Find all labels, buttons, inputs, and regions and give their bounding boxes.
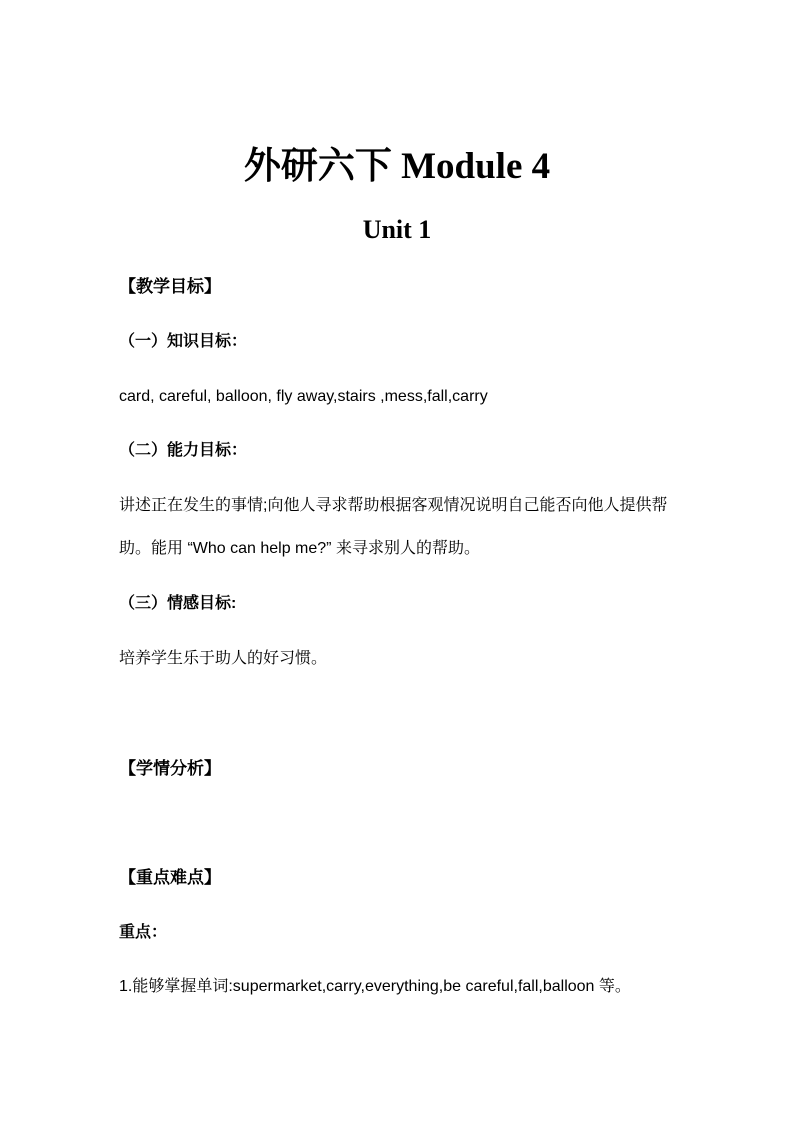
ability-goal-text-line-2: 助。能用 “Who can help me?” 来寻求别人的帮助。 <box>119 540 480 557</box>
knowledge-goal-heading: （一）知识目标： <box>119 333 248 350</box>
section-heading-teaching-goals: 【教学目标】 <box>119 277 221 296</box>
emotion-goal-heading: （三）情感目标: <box>119 595 237 612</box>
document-title: 外研六下 Module 4 <box>243 146 551 187</box>
emotion-goal-text: 培养学生乐于助人的好习惯。 <box>119 650 328 667</box>
key-point-heading: 重点： <box>119 924 168 941</box>
ability-goal-text-line-1: 讲述正在发生的事情;向他人寻求帮助根据客观情况说明自己能否向他人提供帮 <box>119 497 668 514</box>
ability-goal-heading: （二）能力目标： <box>119 442 248 459</box>
key-point-item-1: 1.能够掌握单词:supermarket,carry,everything,be careful,fall,balloon 等。 <box>119 978 631 995</box>
knowledge-goal-words: card, careful, balloon, fly away,stairs ,mess,fall,carry <box>119 388 488 405</box>
section-heading-learner-analysis: 【学情分析】 <box>119 759 221 778</box>
section-heading-key-points: 【重点难点】 <box>119 868 221 887</box>
document-subtitle: Unit 1 <box>362 215 432 244</box>
